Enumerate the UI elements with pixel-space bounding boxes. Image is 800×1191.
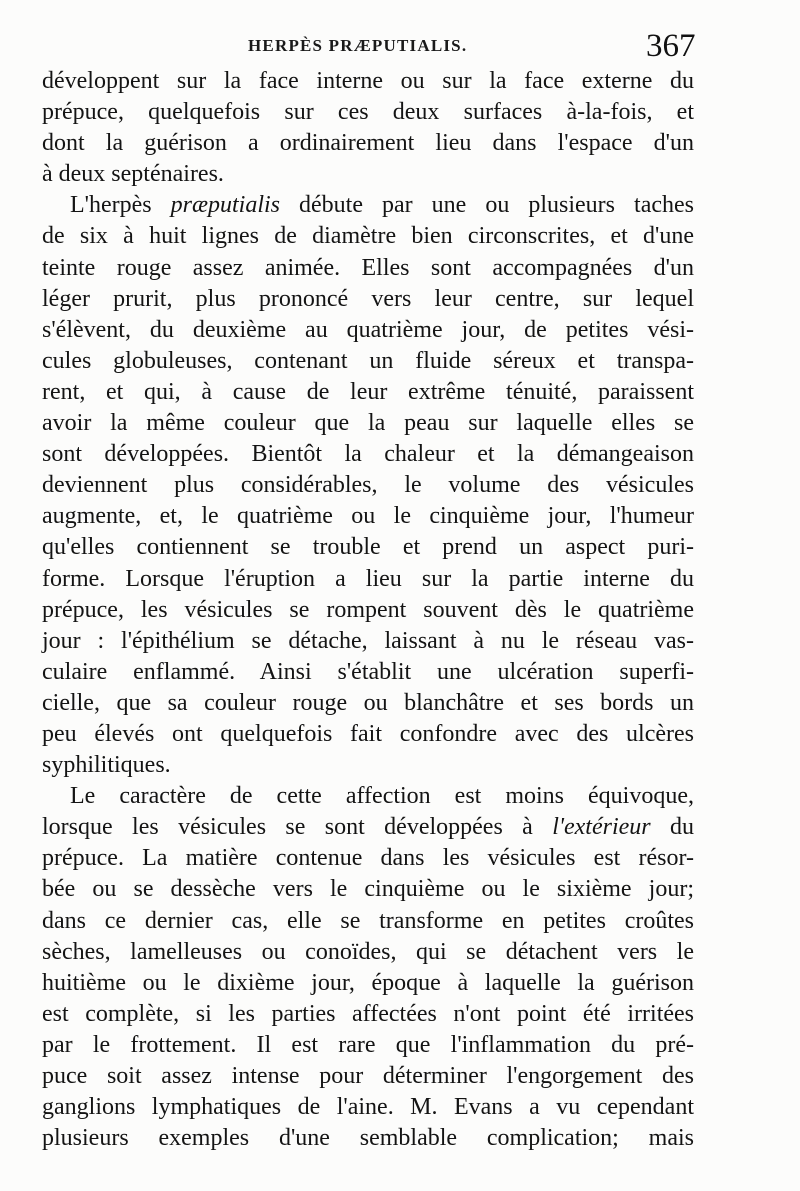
text-line: deviennent plus considérables, le volume des vésicules	[42, 472, 694, 499]
page-number: 367	[646, 28, 696, 64]
text-line: sèches, lamelleuses ou conoïdes, qui se détachent vers le	[42, 938, 694, 965]
text-line: qu'elles contiennent se trouble et prend un aspect puri-	[42, 534, 694, 561]
body-text	[42, 66, 694, 1154]
text-line: L'herpès præputialis débute par une ou plusieurs taches	[70, 192, 694, 219]
text-line: prépuce, les vésicules se rompent souvent dès le quatrième	[42, 596, 694, 623]
paragraph	[42, 781, 694, 1154]
text-line: peu élevés ont quelquefois fait confondre avec des ulcères	[42, 720, 694, 747]
text-line: est complète, si les parties affectées n'ont point été irritées	[42, 1000, 694, 1027]
text-line: bée ou se dessèche vers le cinquième ou le sixième jour;	[42, 876, 694, 903]
text-line: syphilitiques.	[42, 752, 171, 779]
text-line: s'élèvent, du deuxième au quatrième jour, de petites vési-	[42, 316, 694, 343]
italic-term: præputialis	[170, 192, 280, 219]
text-line: cielle, que sa couleur rouge ou blanchâtre et ses bords un	[42, 689, 694, 716]
text-line: prépuce, quelquefois sur ces deux surfaces à-la-fois, et	[42, 99, 694, 126]
text-line: lorsque les vésicules se sont développées à l'extérieur du	[42, 814, 694, 841]
text-line: huitième ou le dixième jour, époque à laquelle la guérison	[42, 969, 694, 996]
text-line: avoir la même couleur que la peau sur laquelle elles se	[42, 410, 694, 437]
italic-term: l'extérieur	[552, 814, 651, 841]
paragraph	[42, 190, 694, 781]
text-line: teinte rouge assez animée. Elles sont accompagnées d'un	[42, 254, 694, 281]
text-line: dont la guérison a ordinairement lieu dans l'espace d'un	[42, 130, 694, 157]
text-line: forme. Lorsque l'éruption a lieu sur la partie interne du	[42, 565, 694, 592]
text-line: par le frottement. Il est rare que l'inflammation du pré-	[42, 1031, 694, 1058]
text-line: Le caractère de cette affection est moins équivoque,	[70, 783, 694, 810]
text-line: ganglions lymphatiques de l'aine. M. Evans a vu cependant	[42, 1094, 694, 1121]
text-line: développent sur la face interne ou sur la face externe du	[42, 68, 694, 94]
text-line: léger prurit, plus prononcé vers leur centre, sur lequel	[42, 285, 694, 312]
text-line: jour : l'épithélium se détache, laissant à nu le réseau vas-	[42, 627, 694, 654]
text-line: de six à huit lignes de diamètre bien circonscrites, et d'une	[42, 223, 694, 250]
text-line: à deux septénaires.	[42, 161, 224, 188]
text-line: rent, et qui, à cause de leur extrême ténuité, paraissent	[42, 378, 694, 405]
text-line: dans ce dernier cas, elle se transforme en petites croûtes	[42, 907, 694, 934]
text-line: sont développées. Bientôt la chaleur et la démangeaison	[42, 441, 694, 468]
text-line: augmente, et, le quatrième ou le cinquième jour, l'humeur	[42, 503, 694, 530]
text-line: prépuce. La matière contenue dans les vésicules est résor-	[42, 845, 694, 872]
text-line: cules globuleuses, contenant un fluide séreux et transpa-	[42, 347, 694, 374]
text-line: puce soit assez intense pour déterminer l'engorgement des	[42, 1063, 694, 1089]
paragraph	[42, 66, 694, 190]
running-head: HERPÈS PRÆPUTIALIS.	[248, 36, 468, 55]
text-line: plusieurs exemples d'une semblable complication; mais	[42, 1125, 694, 1152]
page-header	[0, 30, 800, 70]
text-line: culaire enflammé. Ainsi s'établit une ulcération superfi-	[42, 658, 694, 685]
